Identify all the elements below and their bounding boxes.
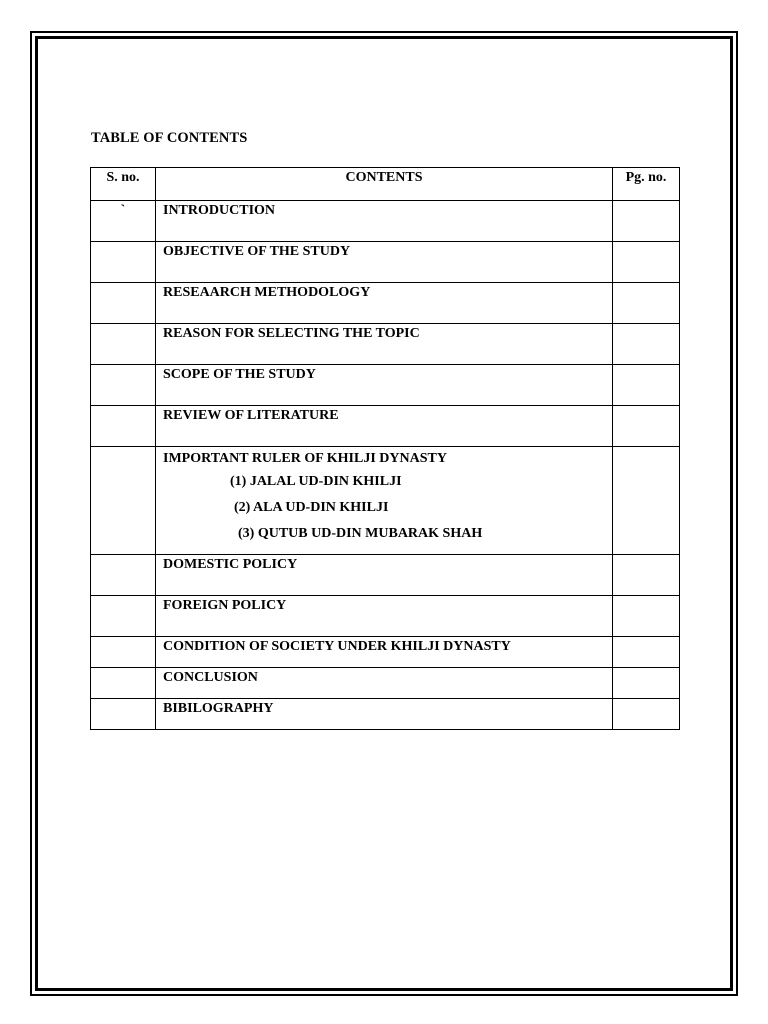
table-row [91,555,680,596]
row-page [613,668,680,699]
toc-table [90,167,680,730]
row-page [613,637,680,668]
header-page: Pg. no. [613,168,680,201]
row-content-heading: IMPORTANT RULER OF KHILJI DYNASTY [163,451,447,466]
table-row [91,324,680,365]
row-sno: ` [91,201,156,242]
row-page [613,406,680,447]
subitem-jalal: (1) JALAL UD-DIN KHILJI [230,474,402,489]
row-page [613,555,680,596]
table-row [91,596,680,637]
row-sno [91,283,156,324]
table-header-row [91,168,680,201]
row-content: CONDITION OF SOCIETY UNDER KHILJI DYNASTY [156,637,613,668]
row-content [156,447,613,555]
row-sno [91,365,156,406]
header-sno: S. no. [91,168,156,201]
row-content: RESEAARCH METHODOLOGY [156,283,613,324]
row-page [613,283,680,324]
table-row [91,283,680,324]
table-row [91,668,680,699]
row-sno [91,668,156,699]
row-page [613,201,680,242]
row-content: REASON FOR SELECTING THE TOPIC [156,324,613,365]
row-sno [91,324,156,365]
row-content: OBJECTIVE OF THE STUDY [156,242,613,283]
row-page [613,699,680,730]
subitem-qutub: (3) QUTUB UD-DIN MUBARAK SHAH [238,526,483,541]
row-content: CONCLUSION [156,668,613,699]
row-sno [91,406,156,447]
toc-title: TABLE OF CONTENTS [91,130,248,146]
table-row [91,637,680,668]
table-row [91,242,680,283]
row-sno [91,555,156,596]
row-sno [91,242,156,283]
row-content: REVIEW OF LITERATURE [156,406,613,447]
table-row [91,406,680,447]
table-row [91,699,680,730]
table-row [91,365,680,406]
row-sno [91,447,156,555]
row-content: SCOPE OF THE STUDY [156,365,613,406]
row-content: BIBILOGRAPHY [156,699,613,730]
row-sno [91,637,156,668]
row-page [613,596,680,637]
row-sno [91,699,156,730]
row-content: DOMESTIC POLICY [156,555,613,596]
row-content: INTRODUCTION [156,201,613,242]
table-row [91,447,680,555]
row-page [613,242,680,283]
table-row [91,201,680,242]
row-page [613,447,680,555]
row-content: FOREIGN POLICY [156,596,613,637]
row-page [613,365,680,406]
row-sno [91,596,156,637]
header-contents: CONTENTS [156,168,613,201]
row-page [613,324,680,365]
subitem-ala: (2) ALA UD-DIN KHILJI [234,500,389,515]
